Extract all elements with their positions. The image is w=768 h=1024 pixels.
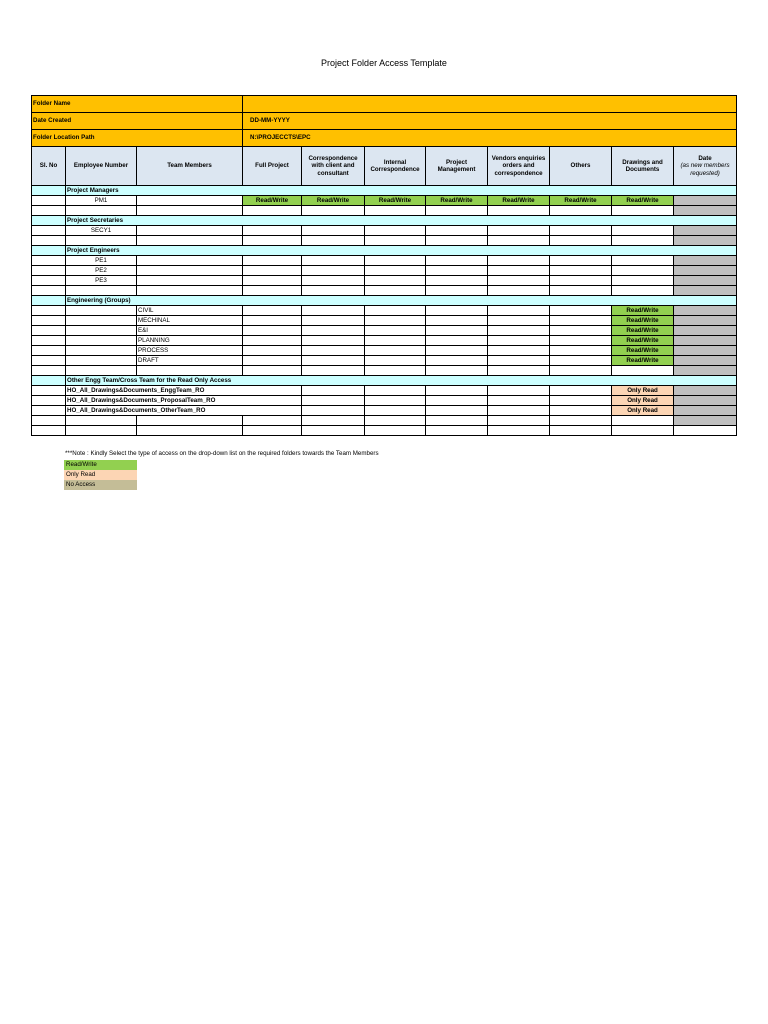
date-created-input[interactable]: DD-MM-YYYY: [243, 113, 737, 130]
folder-name-input[interactable]: [243, 96, 737, 113]
table-row: [32, 266, 737, 276]
access-cell[interactable]: Read/Write: [426, 196, 488, 206]
ho-proposalteam: HO_All_Drawings&Documents_ProposalTeam_RO: [66, 396, 302, 406]
table-row: [32, 236, 737, 246]
folder-location-label: Folder Location Path: [32, 130, 243, 147]
section-engineering-groups: Engineering (Groups): [66, 296, 737, 306]
access-cell[interactable]: Read/Write: [302, 196, 365, 206]
header-others: Others: [550, 147, 612, 186]
access-cell[interactable]: Read/Write: [612, 306, 674, 316]
table-row: [32, 336, 737, 346]
header-employee-number: Employee Number: [66, 147, 137, 186]
table-row: [32, 386, 737, 396]
date-created-row: [32, 113, 737, 130]
date-created-label: Date Created: [32, 113, 243, 130]
legend-only-read: Only Read: [64, 470, 137, 480]
table-row: [32, 326, 737, 336]
legend-read-write: Read/Write: [64, 460, 137, 470]
section-row: [32, 376, 737, 386]
header-full-project: Full Project: [243, 147, 302, 186]
section-project-engineers: Project Engineers: [66, 246, 737, 256]
header-drawings: Drawings and Documents: [612, 147, 674, 186]
table-row: [32, 306, 737, 316]
header-vendors: Vendors enquiries orders and correspondence: [488, 147, 550, 186]
header-date: Date (as new members requested): [674, 147, 737, 186]
folder-location-row: [32, 130, 737, 147]
employee-pe3: PE3: [66, 276, 137, 286]
employee-pm1: PM1: [66, 196, 137, 206]
folder-name-row: [32, 96, 737, 113]
table-row: [32, 286, 737, 296]
group-draft: DRAFT: [137, 356, 243, 366]
table-row: [32, 346, 737, 356]
access-table: [31, 95, 737, 436]
access-cell[interactable]: Read/Write: [612, 326, 674, 336]
legend: [64, 460, 137, 490]
access-cell[interactable]: Only Read: [612, 396, 674, 406]
header-team-members: Team Members: [137, 147, 243, 186]
ho-otherteam: HO_All_Drawings&Documents_OtherTeam_RO: [66, 406, 302, 416]
table-row: [32, 366, 737, 376]
access-cell[interactable]: Only Read: [612, 386, 674, 396]
group-process: PROCESS: [137, 346, 243, 356]
date-cell[interactable]: [674, 226, 737, 236]
table-row: [32, 206, 737, 216]
access-cell[interactable]: Read/Write: [612, 316, 674, 326]
access-cell[interactable]: Only Read: [612, 406, 674, 416]
access-cell[interactable]: Read/Write: [612, 196, 674, 206]
group-civil: CIVIL: [137, 306, 243, 316]
section-project-managers: Project Managers: [66, 186, 737, 196]
header-sl-no: Sl. No: [32, 147, 66, 186]
legend-no-access: No Access: [64, 480, 137, 490]
employee-secy1: SECY1: [66, 226, 137, 236]
table-row: [32, 226, 737, 236]
folder-name-label: Folder Name: [32, 96, 243, 113]
header-project-management: Project Management: [426, 147, 488, 186]
table-row: [32, 426, 737, 436]
access-cell[interactable]: Read/Write: [365, 196, 426, 206]
column-header-row: [32, 147, 737, 186]
access-cell[interactable]: Read/Write: [243, 196, 302, 206]
header-internal: Internal Correspondence: [365, 147, 426, 186]
section-other-engg-team: Other Engg Team/Cross Team for the Read Only Access: [66, 376, 737, 386]
page-title: Project Folder Access Template: [321, 58, 447, 68]
table-row: [32, 256, 737, 266]
ho-enggteam: HO_All_Drawings&Documents_EnggTeam_RO: [66, 386, 302, 396]
section-row: [32, 296, 737, 306]
header-correspondence: Correspondence with client and consultant: [302, 147, 365, 186]
access-cell[interactable]: Read/Write: [612, 346, 674, 356]
access-cell[interactable]: Read/Write: [488, 196, 550, 206]
table-row: [32, 276, 737, 286]
table-row: [32, 196, 737, 206]
table-row: [32, 316, 737, 326]
access-note: ***Note : Kindly Select the type of access on the drop-down list on the required folders towards the Team Members: [65, 450, 379, 457]
section-row: [32, 186, 737, 196]
group-mechinal: MECHINAL: [137, 316, 243, 326]
section-project-secretaries: Project Secretaries: [66, 216, 737, 226]
section-row: [32, 246, 737, 256]
access-cell[interactable]: Read/Write: [612, 336, 674, 346]
table-row: [32, 406, 737, 416]
table-row: [32, 416, 737, 426]
group-planning: PLANNING: [137, 336, 243, 346]
access-cell[interactable]: Read/Write: [612, 356, 674, 366]
table-row: [32, 356, 737, 366]
group-eni: E&I: [137, 326, 243, 336]
access-cell[interactable]: Read/Write: [550, 196, 612, 206]
folder-location-input[interactable]: N:\PROJECCTS\EPC: [243, 130, 737, 147]
date-cell[interactable]: [674, 196, 737, 206]
section-row: [32, 216, 737, 226]
table-row: [32, 396, 737, 406]
employee-pe2: PE2: [66, 266, 137, 276]
employee-pe1: PE1: [66, 256, 137, 266]
